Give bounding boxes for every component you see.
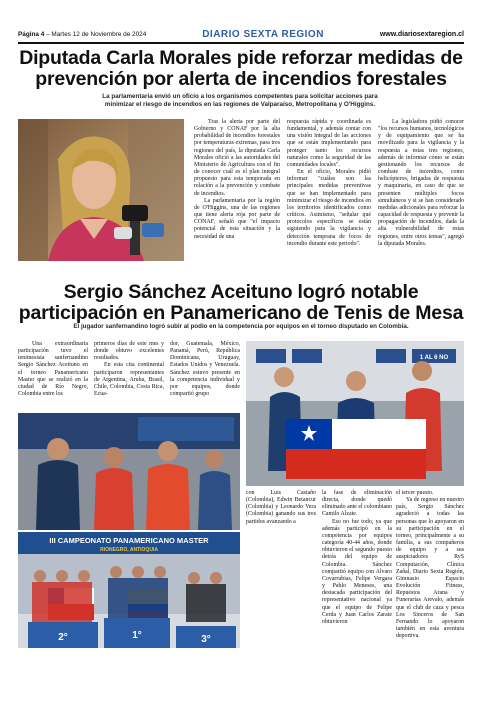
article2-column-3	[170, 341, 240, 411]
article2-col2-para: primeros días de este mes y donde obtuvo excelentes resultados.	[94, 341, 164, 362]
article2-column-2	[94, 341, 164, 411]
article1-col1-para: Tras la alerta por parte del Gobierno y CONAF por la alta probabilidad de incendios forestales por temperaturas extremas, para tres regiones del país, la diputada Carla Morales ofició a las autoridades del Ministerio de Agricultura con el fin de conocer cuál es el plan integral propuesto para esta temporada en relación a la prevención y combate de incendios.	[194, 119, 280, 197]
podium-place-third: 3°	[201, 634, 211, 645]
chile-flag	[286, 419, 426, 479]
website: www.diariosextaregion.cl	[379, 30, 464, 38]
article1-headline: Diputada Carla Morales pide reforzar medidas de prevención por alerta de incendios forestales	[19, 47, 463, 90]
article2-headline: Sergio Sánchez Aceituno logró notable participación en Panamericano de Tenis de Mesa	[18, 281, 464, 324]
article1-photo	[18, 119, 184, 261]
article2-column-6	[396, 490, 464, 660]
article2-column-4	[246, 490, 316, 650]
article2-photo-flag	[246, 341, 464, 486]
article2-photo-podium	[18, 532, 240, 648]
article2-column-5	[322, 490, 392, 650]
article2-photo-players	[18, 413, 240, 530]
podium-place-first: 1°	[132, 630, 142, 641]
article1-subhead: La parlamentaria envió un oficio a los organismos competentes para solicitar acciones para minimizar el riesgo de incendios en las regiones de Valparaíso, Metropolitana y O'Higgins.	[102, 93, 378, 108]
article2-subhead: El jugador sanfernandino logró subir al podio en la competencia por equipos en el torneo disputado en Colombia.	[73, 323, 409, 330]
article2-col5-para: la fase de eliminación directa, donde quedó eliminado ante el colombiano Camilo Alzate.	[322, 490, 392, 518]
article1-col2-para: En el oficio, Morales pidió informar "cuáles son las principales medidas preventivas que se han implementado para minimizar el riesgo de incendios en los territorios identificados como críticos. Asimismo, "señalar qué protocolos específicos se están siguiendo para la vigilancia y detección temprana de focos de incendio durante este periodo".	[287, 169, 371, 247]
article1-column-3	[378, 119, 464, 261]
podium-place-second: 2°	[58, 632, 68, 643]
masthead: DIARIO SEXTA REGION	[202, 28, 324, 40]
team-with-flag-image	[246, 341, 464, 486]
header-divider	[18, 42, 464, 44]
page-label: Página 4	[18, 30, 45, 38]
article1-col1-para: La parlamentaria por la región de O'Higgins, una de las regiones que tiene alerta roja por parte de CONAF, señaló que "el impacto potencial de esta situación y la necesidad de una	[194, 197, 280, 240]
article1-column-2	[287, 119, 371, 261]
photo-banner-title: III CAMPEONATO PANAMERICANO MASTER	[49, 536, 209, 545]
article2-col3-para: dor, Guatemala, México, Panamá, Perú, República Dominicana, Uruguay, Estados Unidos y Venezuela. Sánchez estuvo presente en la competencia individual y por equipos, donde compartió grupo	[170, 341, 240, 398]
article1-column-1	[194, 119, 280, 261]
article2-col5-para: Eso no fue todo, ya que además participó en la competencia por equipos categoría 40-44 años, donde obtuvieron el segundo puesto detrás del equipo de Colombia. Sánchez compartió equipo con Alvaro Covarrubias, Felipe Vergara y Pablo Meneses, una destacada participación del representativo nacional ya que el equipo de Felipe Cerda y Juan Carlos Zarate obtuvieron	[322, 518, 392, 625]
page-info	[18, 31, 146, 38]
article2-col6-para: el tercer puesto.	[396, 490, 434, 496]
podium-image	[18, 532, 240, 648]
issue-date: Martes 12 de Noviembre de 2024	[51, 30, 147, 38]
article2-col4-para: con Luis Castaño (Colombia), Edwin Betancur (Colombia) y Leonardo Vera (Colombia) ganando sus tres partidos avanzando a	[246, 490, 316, 525]
page-header	[18, 26, 464, 42]
issue-separator: –	[46, 30, 52, 38]
article1-col2-para: respuesta rápida y coordinada es fundamental, y además contar con una visión integral de las acciones que se están implementando para proteger tanto los recursos naturales como la seguridad de las comunidades locales".	[287, 119, 371, 168]
article2-col6-para: Ya de regreso en nuestro país, Sergio Sánchez agradeció a todas las personas que lo apoyaron en su participación en el torneo, principalmente a su familia, a sus compañeros de equipo y a sus auspiciadores RyS Computación, Clínica Zañal, Diario Sexta Región, Gimnasio Espacio Evolución Fitness, Repuestos Arana y Funerarias Arevalo, además que el club de caza y pesca Los Sinceros de San Fernando lo apoyaron también en esta aventura deportiva.	[396, 497, 464, 640]
players-group-image	[18, 413, 240, 530]
article2-col1-para: Una extraordinaria participación tuvo el tenimesista sanfernandino Sergio Sánchez Aceituno en el torneo Panamericano Master que se realizó en la ciudad de Río Negro, Colombia entre los	[18, 341, 88, 398]
photo-banner-place: RIONEGRO, ANTIOQUIA	[100, 547, 158, 553]
article2-col2-para: En esta cita continental participaron representantes de Argentina, Aruba, Brasil, Chile, Colombia, Costa Rica, Ecua-	[94, 362, 164, 398]
article2-column-1	[18, 341, 88, 411]
deputy-speaking-image	[18, 119, 184, 261]
article1-col3-para: La legisladora pidió conocer "los recursos humanos, tecnológicos y de equipamiento que se ha movilizado para la vigilancia y la respuesta a estas tres regiones, además de informar cómo se están gestionando los recursos de combate de incendios, como helicópteros, brigadas de respuesta y maquinaria, en caso de que se presenten múltiples focos simultáneos y si se han considerado medidas adicionales para reforzar la capacidad de respuesta y prevenir la propagación de incendios, dada la alta vulnerabilidad de estas regiones, entre otros temas", agregó la diputada Morales.	[378, 119, 464, 247]
photo-sign-text: 1 AL 6 NO	[419, 355, 449, 361]
